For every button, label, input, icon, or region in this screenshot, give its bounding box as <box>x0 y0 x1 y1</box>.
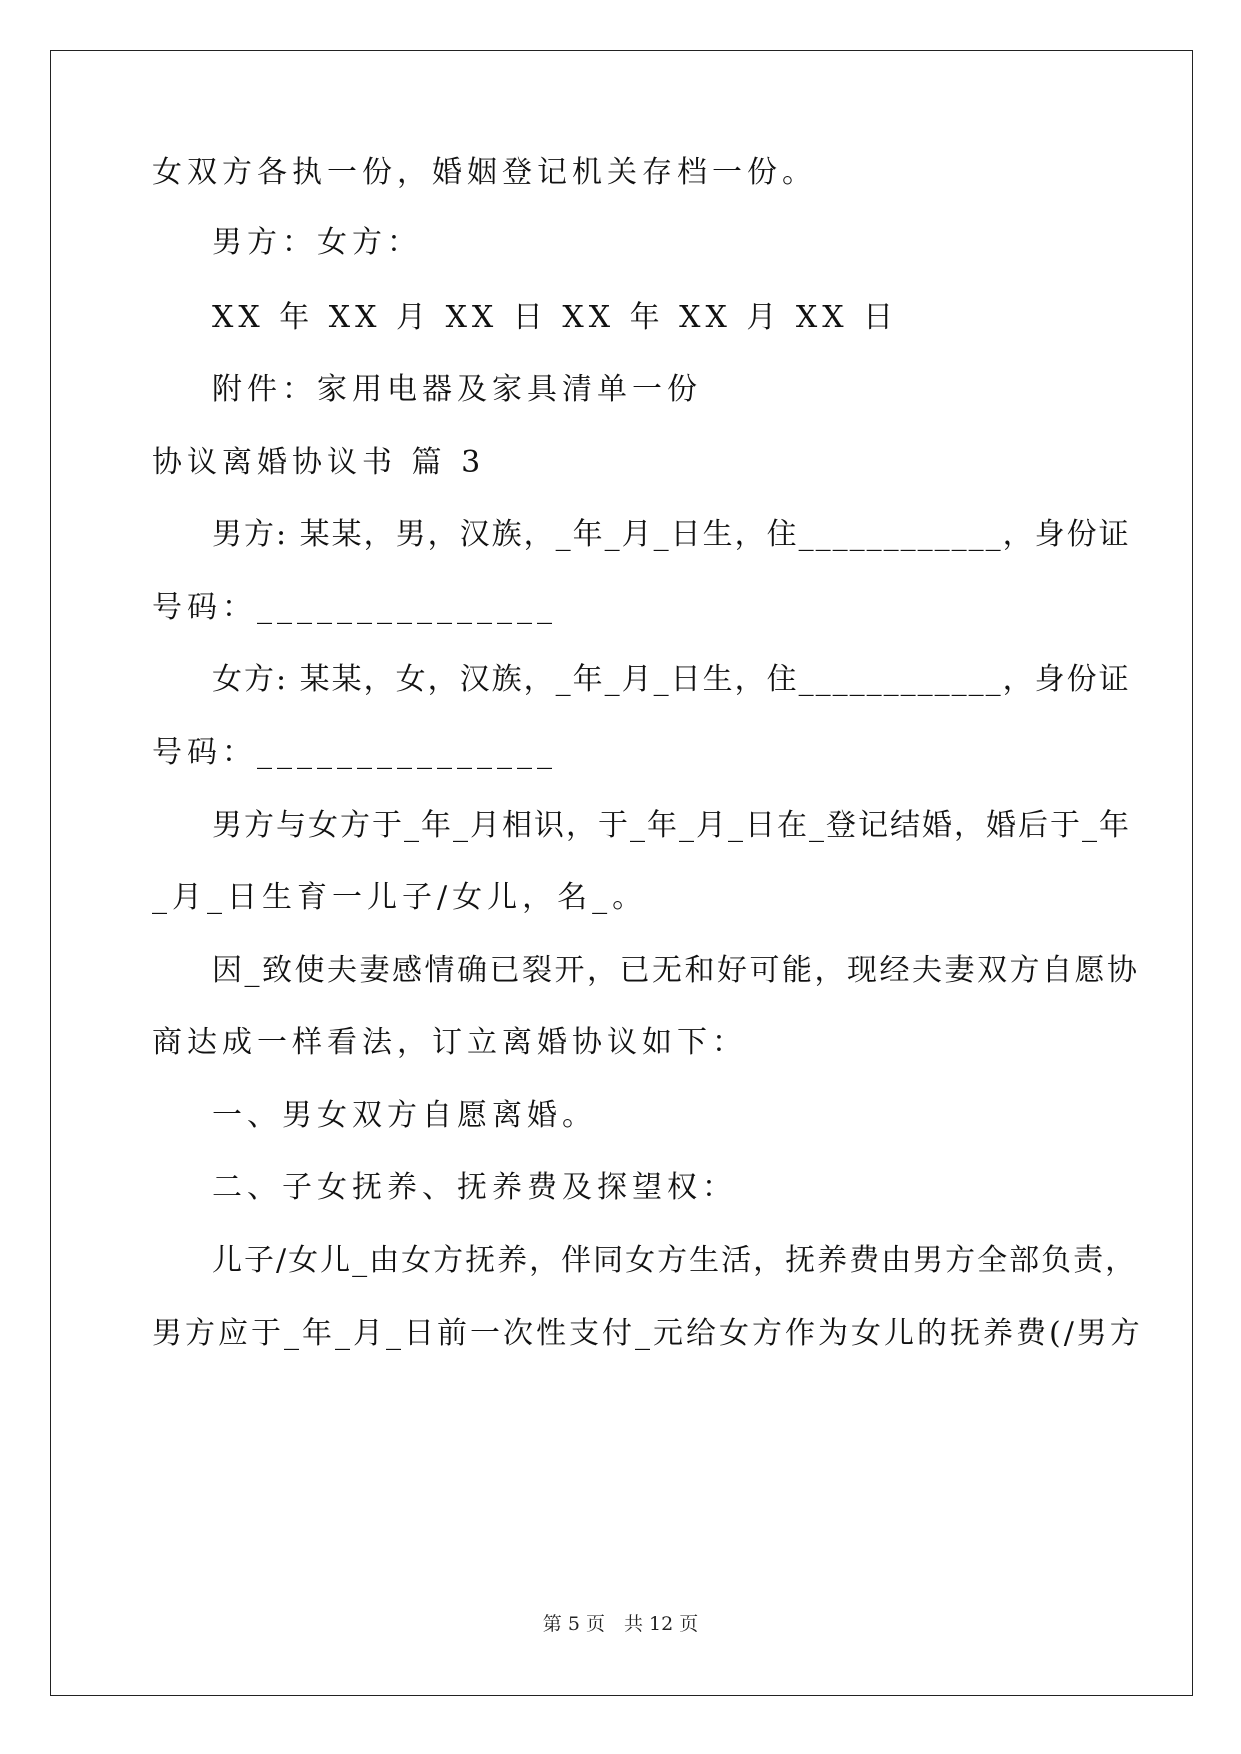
text-line-17: 男方应于_年_月_日前一次性支付_元给女方作为女儿的抚养费(/男方 <box>152 1316 1143 1351</box>
text-line-9: 号码：_______________ <box>152 735 557 770</box>
text-line-14: 一、男女双方自愿离婚。 <box>212 1098 597 1133</box>
section-heading: 协议离婚协议书 篇 3 <box>152 445 486 480</box>
text-line-1: 女双方各执一份，婚姻登记机关存档一份。 <box>152 155 817 190</box>
page-number-footer: 第 5 页 共 12 页 <box>542 1613 699 1635</box>
text-line-6: 男方: 某某，男，汉族，_年_月_日生，住____________，身份证 <box>212 517 1131 552</box>
text-line-8: 女方: 某某，女，汉族，_年_月_日生，住____________，身份证 <box>212 662 1131 697</box>
text-line-15: 二、子女抚养、抚养费及探望权： <box>212 1170 737 1205</box>
text-line-16: 儿子/女儿_由女方抚养，伴同女方生活，抚养费由男方全部负责， <box>212 1243 1138 1278</box>
text-line-10: 男方与女方于_年_月相识，于_年_月_日在_登记结婚，婚后于_年 <box>212 808 1131 843</box>
text-line-2: 男方：女方： <box>212 225 422 260</box>
text-line-13: 商达成一样看法，订立离婚协议如下： <box>152 1025 747 1060</box>
text-line-12: 因_致使夫妻感情确已裂开，已无和好可能，现经夫妻双方自愿协 <box>212 953 1140 988</box>
text-line-7: 号码：_______________ <box>152 590 557 625</box>
text-line-3: XX 年 XX 月 XX 日 XX 年 XX 月 XX 日 <box>212 300 899 335</box>
text-line-11: _月_日生育一儿子/女儿，名_。 <box>152 880 648 915</box>
page-border <box>50 50 1193 1696</box>
text-line-4: 附件：家用电器及家具清单一份 <box>212 372 702 407</box>
